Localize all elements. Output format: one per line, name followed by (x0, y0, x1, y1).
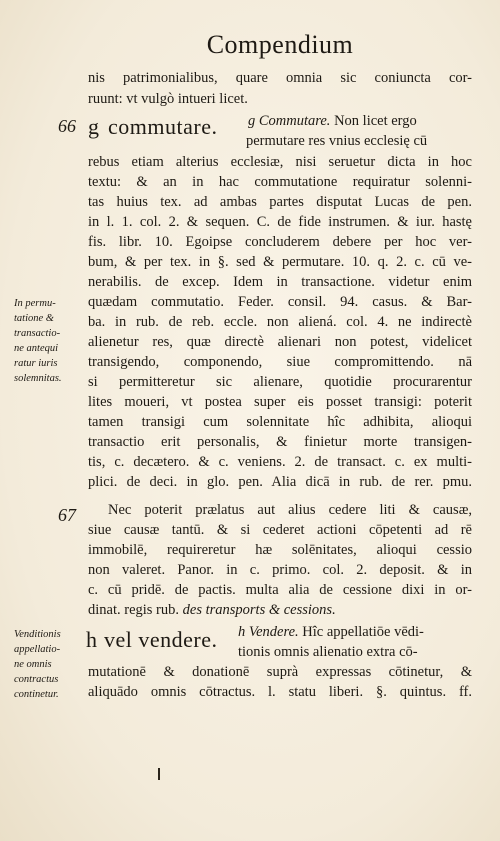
text-line: fis. libr. 10. Egoipse concluderem debere per hoc ver- (88, 234, 472, 250)
text-line: non valeret. Panor. in c. primo. col. 2. deposit. & in (88, 562, 472, 578)
text-line: nerabilis. de excep. Idem in transactione. videtur enim (88, 274, 472, 290)
text-line: rebus etiam alterius ecclesiæ, nisi seruetur dicta in hoc (88, 154, 472, 170)
text-line: lites moueri, vt postea super eis posset transigi: poterit (88, 394, 472, 410)
heading-commutare: commutare. (108, 114, 218, 139)
text-line: siue causæ tantū. & si cederet actioni cōpetenti ad rē (88, 522, 472, 538)
text-line: c. cū pridē. de pactis. multa alia de cessione dixi in or- (88, 582, 472, 598)
text-line: tas huius tex. ad ambas partes disputat Lucas de pen. (88, 194, 472, 210)
text-line: si permitteretur sic alienare, quotidie procurarentur (88, 374, 472, 390)
margin-note-line: ratur iuris (14, 358, 58, 369)
text-line: textu: & an in hac commutatione requiratur solenni- (88, 174, 472, 190)
text-line: tionis omnis alienatio extra cō- (238, 644, 418, 660)
margin-note-line: tatione & (14, 313, 54, 324)
text-line: Nec poterit prælatus aut alius cedere liti & causæ, (108, 502, 472, 518)
margin-note-line: solemnitas. (14, 373, 62, 384)
section-number-66: 66 (58, 116, 76, 136)
text-line: permutare res vnius ecclesię cū (246, 133, 428, 149)
margin-note-venditionis (14, 627, 82, 702)
text-line: Hîc appellatiōe vēdi- (302, 624, 424, 640)
margin-note-line: In permu- (14, 298, 56, 309)
margin-note-line: contractus (14, 674, 59, 685)
text-line (88, 600, 472, 620)
section-number-67: 67 (58, 505, 76, 525)
margin-note-permutatione (14, 296, 82, 386)
text-line: ruunt: vt vulgò intueri licet. (88, 91, 248, 107)
margin-note-line: transactio- (14, 328, 61, 339)
text-line: tamen transigi cum solennitate hîc adhibita, alioqui (88, 414, 472, 430)
text-line: aliquādo omnis cōtractus. l. statu liberi. §. quintus. ff. (88, 684, 472, 700)
text-line: ba. in rub. de reb. eccle. non aliená. col. 4. ne indirectè (88, 314, 472, 330)
running-header: Compendium (206, 30, 354, 59)
text-line: bum, & per tex. in §. sed & permutare. 10. q. 2. c. cū ve- (88, 254, 472, 270)
text-line: transactio erit personalis, & finietur morte transigen- (88, 434, 472, 450)
lemma-vendere: h Vendere. (238, 624, 299, 640)
text-line: plici. de deci. in glo. pen. Alia dicā in rub. de rer. pmu. (88, 474, 472, 490)
text-line: alienetur res, quæ directè alienari non potest, videlicet (88, 334, 472, 350)
heading-letter-g: g (88, 114, 100, 139)
text-line: tis, c. decætero. & c. veniens. 2. de transact. c. ex multi- (88, 454, 472, 470)
text-line: quædam commutatio. Feder. consil. 94. casus. & Bar- (88, 294, 472, 310)
margin-note-line: continetur. (14, 689, 59, 700)
text-line: immobilē, requireretur hæ solēnitates, alioqui cessio (88, 542, 472, 558)
text-line: nis patrimonialibus, quare omnia sic coniuncta cor- (88, 70, 472, 86)
heading-letter-h: h (86, 627, 98, 652)
margin-note-line: Venditionis (14, 629, 61, 640)
text-line-part: dinat. regis rub. (88, 602, 180, 618)
margin-note-line: appellatio- (14, 644, 61, 655)
text-line: transigendo, componendo, siue compromittendo. nā (88, 354, 472, 370)
text-line-part-italic: des transports & cessions. (182, 602, 336, 618)
margin-note-line: ne omnis (14, 659, 52, 670)
heading-vendere: vel vendere. (104, 627, 218, 652)
text-line: mutationē & donationē suprà expressas cōtinetur, & (88, 664, 472, 680)
margin-note-line: ne antequi (14, 343, 59, 354)
text-line: in l. 1. col. 2. & sequen. C. de fide instrumen. & iur. hastę (88, 214, 472, 230)
stray-ink-mark (158, 768, 160, 780)
text-line: Non licet ergo (334, 113, 417, 129)
lemma-commutare: g Commutare. (248, 113, 331, 129)
